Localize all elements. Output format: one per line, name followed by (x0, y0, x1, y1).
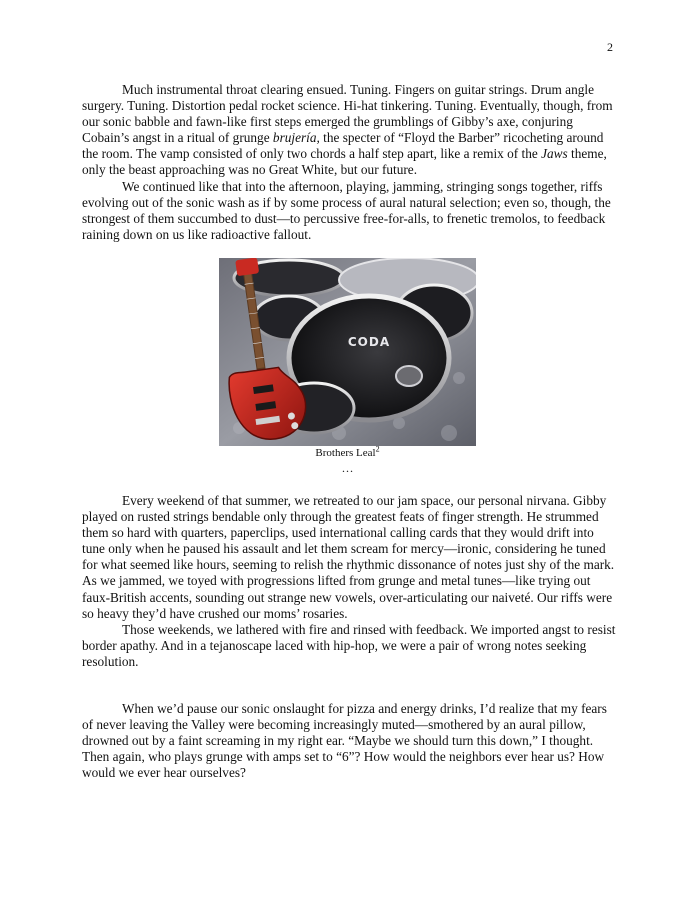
band-photo (219, 258, 476, 446)
section-break-ellipsis: … (341, 461, 354, 475)
italic-word-brujeria: brujería, (272, 130, 320, 146)
paragraph-1 (82, 82, 616, 179)
paragraph-4: Those weekends, we lathered with fire and rinsed with feedback. We imported angst to resist border apathy. And in a tejanoscape laced with hip-hop, we were a pair of wrong notes seeking resolution. (82, 621, 616, 669)
caption-text: Brothers Leal (315, 447, 376, 459)
italic-word-jaws: Jaws (541, 146, 568, 162)
drum-brand-label: CODA (347, 335, 391, 349)
footnote-reference[interactable]: 2 (375, 444, 380, 454)
drums-and-guitar-image (219, 258, 476, 446)
paragraph-3: Every weekend of that summer, we retreated to our jam space, our personal nirvana. Gibby played on rusted strings bendable only through the greatest feats of finger strength. He strummed them so hard with quarters, paperclips, used international calling cards that they would drift into tune only when he paused his assault and let them scream for mercy—ironic, considering he tuned for what seemed like hours, seeming to relish the rhythmic dissonance of notes just shy of the mark. As we jammed, we toyed with progressions lifted from grunge and metal tunes—like trying out faux-British accents, sounding out strange new vowels, over-articulating our naiveté. Our riffs were so heavy they’d have crushed our moms’ rosaries. (82, 493, 615, 621)
text-run: the specter of “Floyd the Barber” ricocheting around the room. The vamp consisted of only two chords a half step apart, like a remix of the (82, 130, 604, 162)
text-run: theme, only the beast approaching was no Great White, but our future. (82, 146, 607, 178)
text-run: Much instrumental throat clearing ensued. Tuning. Fingers on guitar strings. Drum angle surgery. Tuning. Distortion pedal rocket science. Hi-hat tinkering. Tuning. Eventually, though, from our sonic babble and fawn-like first steps emerged the grumblings of Gibby’s axe, conjuring Cobain’s angst in a ritual of grunge (82, 82, 613, 146)
page-number: 2 (607, 40, 613, 54)
section-1 (82, 82, 616, 243)
section-3 (82, 701, 616, 781)
section-2 (82, 493, 616, 670)
figure-caption (0, 444, 695, 460)
paragraph-5: When we’d pause our sonic onslaught for pizza and energy drinks, I’d realize that my fears of never leaving the Valley were becoming increasingly muted—smothered by an aural pillow, drowned out by a faint screaming in my right ear. “Maybe we should turn this down,” I thought. Then again, who plays grunge with amps set to “6”? How would the neighbors ever hear us? How would we ever hear ourselves? (82, 701, 607, 781)
paragraph-2: We continued like that into the afternoon, playing, jamming, stringing songs together, riffs evolving out of the sonic wash as if by some process of aural natural selection; even so, though, the strongest of them succumbed to dust—to percussive free-for-alls, to frenetic tremolos, to feedback raining down on us like radioactive fallout. (82, 178, 611, 242)
